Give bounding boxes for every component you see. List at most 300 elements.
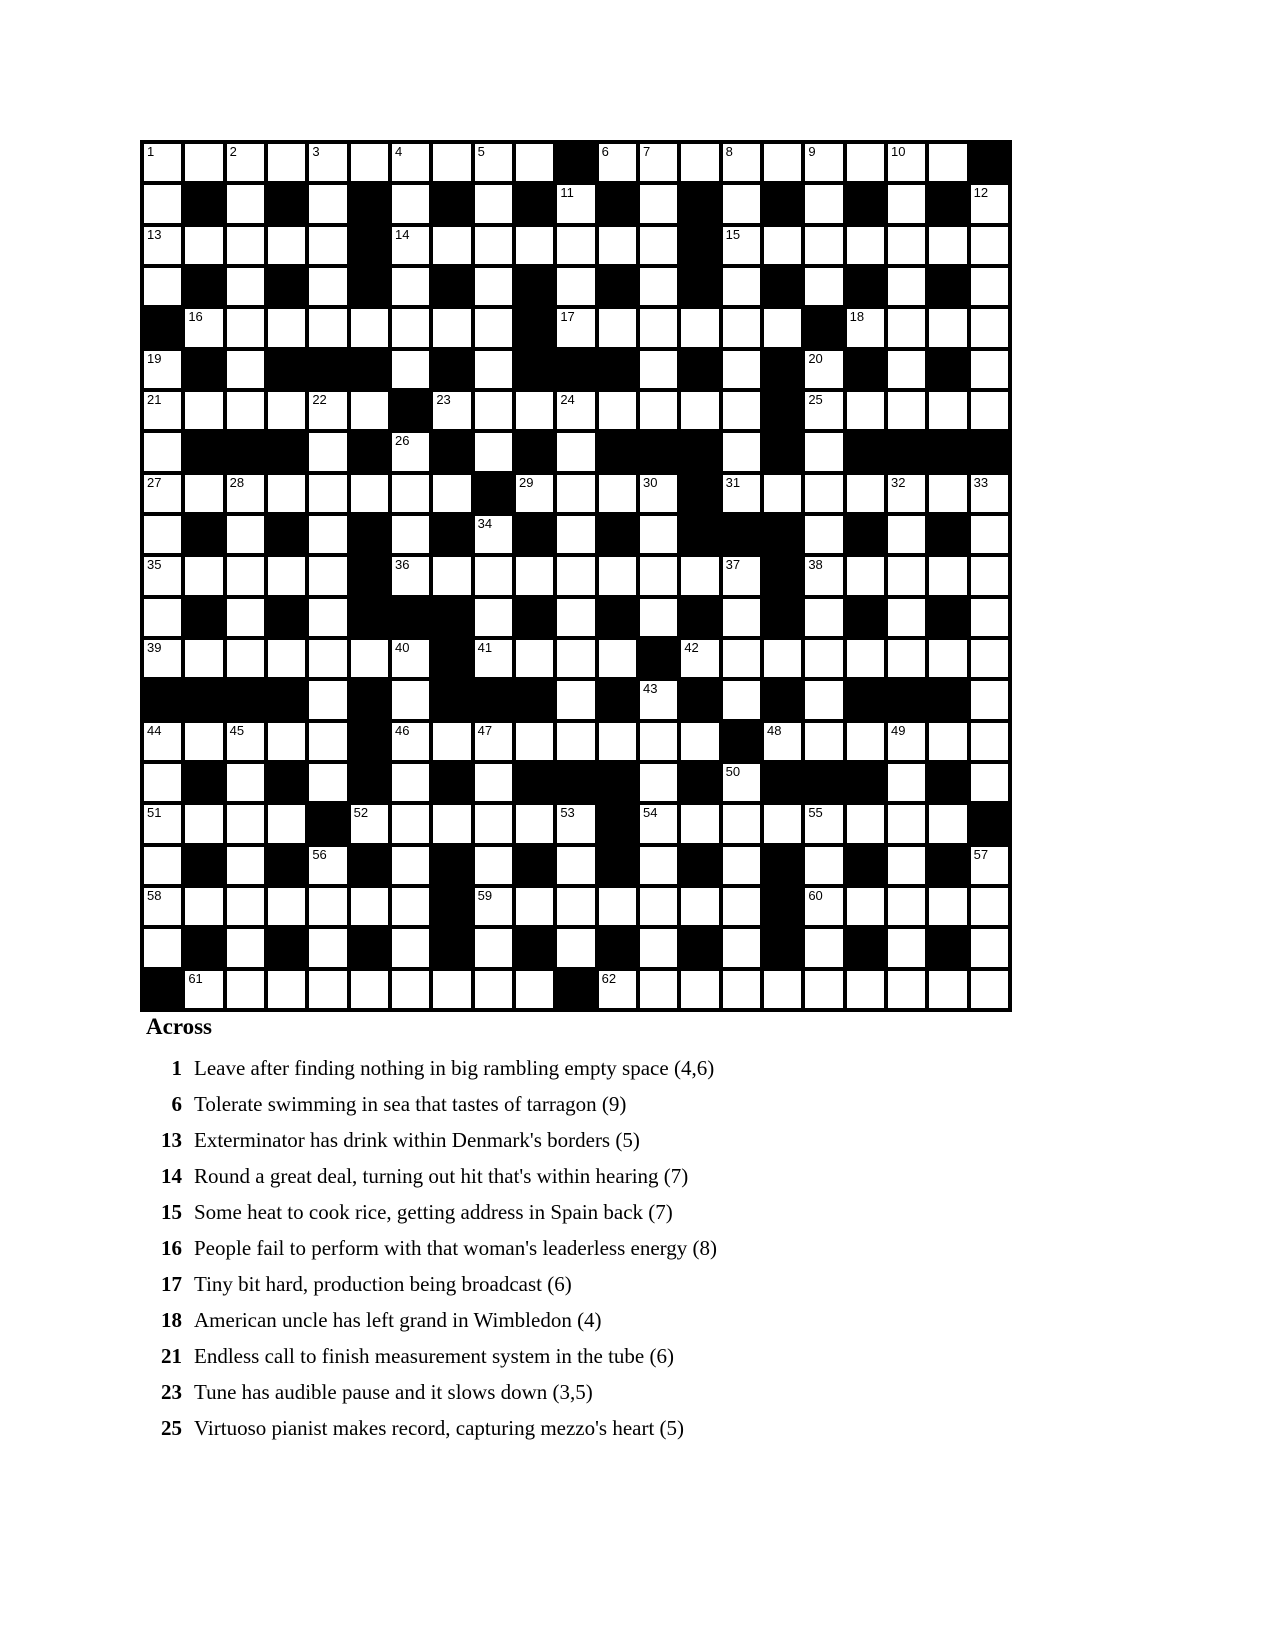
grid-cell[interactable] <box>516 888 553 925</box>
grid-cell[interactable] <box>392 475 429 512</box>
grid-cell[interactable] <box>392 640 429 677</box>
grid-cell[interactable] <box>475 764 512 801</box>
grid-cell[interactable] <box>144 227 181 264</box>
grid-cell[interactable] <box>847 227 884 264</box>
grid-cell[interactable] <box>475 971 512 1008</box>
grid-cell[interactable] <box>516 392 553 429</box>
grid-cell[interactable] <box>805 929 842 966</box>
grid-cell[interactable] <box>392 723 429 760</box>
grid-cell[interactable] <box>640 557 677 594</box>
grid-cell[interactable] <box>557 723 594 760</box>
grid-cell[interactable] <box>557 516 594 553</box>
grid-cell[interactable] <box>475 268 512 305</box>
grid-cell[interactable] <box>268 805 305 842</box>
grid-cell[interactable] <box>971 392 1008 429</box>
grid-cell[interactable] <box>929 227 966 264</box>
grid-cell[interactable] <box>557 475 594 512</box>
grid-cell[interactable] <box>971 309 1008 346</box>
grid-cell[interactable] <box>681 557 718 594</box>
grid-cell[interactable] <box>144 144 181 181</box>
grid-cell[interactable] <box>227 557 264 594</box>
grid-cell[interactable] <box>971 599 1008 636</box>
grid-cell[interactable] <box>268 144 305 181</box>
grid-cell[interactable] <box>475 557 512 594</box>
grid-cell[interactable] <box>681 640 718 677</box>
grid-cell[interactable] <box>640 847 677 884</box>
grid-cell[interactable] <box>185 392 222 429</box>
grid-cell[interactable] <box>557 268 594 305</box>
grid-cell[interactable] <box>144 764 181 801</box>
grid-cell[interactable] <box>888 764 925 801</box>
grid-cell[interactable] <box>557 227 594 264</box>
grid-cell[interactable] <box>929 309 966 346</box>
grid-cell[interactable] <box>309 392 346 429</box>
grid-cell[interactable] <box>805 268 842 305</box>
grid-cell[interactable] <box>805 475 842 512</box>
grid-cell[interactable] <box>557 392 594 429</box>
grid-cell[interactable] <box>185 723 222 760</box>
grid-cell[interactable] <box>557 640 594 677</box>
grid-cell[interactable] <box>351 144 388 181</box>
grid-cell[interactable] <box>144 723 181 760</box>
grid-cell[interactable] <box>309 557 346 594</box>
grid-cell[interactable] <box>309 433 346 470</box>
grid-cell[interactable] <box>144 599 181 636</box>
grid-cell[interactable] <box>681 392 718 429</box>
grid-cell[interactable] <box>433 557 470 594</box>
grid-cell[interactable] <box>309 971 346 1008</box>
grid-cell[interactable] <box>144 805 181 842</box>
grid-cell[interactable] <box>805 557 842 594</box>
grid-cell[interactable] <box>557 433 594 470</box>
grid-cell[interactable] <box>516 144 553 181</box>
grid-cell[interactable] <box>681 144 718 181</box>
grid-cell[interactable] <box>185 475 222 512</box>
grid-cell[interactable] <box>764 227 801 264</box>
grid-cell[interactable] <box>723 640 760 677</box>
grid-cell[interactable] <box>268 640 305 677</box>
grid-cell[interactable] <box>681 888 718 925</box>
grid-cell[interactable] <box>392 971 429 1008</box>
grid-cell[interactable] <box>516 640 553 677</box>
grid-cell[interactable] <box>309 144 346 181</box>
grid-cell[interactable] <box>227 847 264 884</box>
grid-cell[interactable] <box>971 888 1008 925</box>
grid-cell[interactable] <box>929 971 966 1008</box>
grid-cell[interactable] <box>847 557 884 594</box>
grid-cell[interactable] <box>723 392 760 429</box>
grid-cell[interactable] <box>888 144 925 181</box>
grid-cell[interactable] <box>599 723 636 760</box>
grid-cell[interactable] <box>723 847 760 884</box>
grid-cell[interactable] <box>185 309 222 346</box>
grid-cell[interactable] <box>268 971 305 1008</box>
grid-cell[interactable] <box>723 681 760 718</box>
grid-cell[interactable] <box>764 309 801 346</box>
grid-cell[interactable] <box>805 433 842 470</box>
grid-cell[interactable] <box>640 227 677 264</box>
grid-cell[interactable] <box>681 309 718 346</box>
grid-cell[interactable] <box>805 144 842 181</box>
grid-cell[interactable] <box>764 805 801 842</box>
grid-cell[interactable] <box>723 144 760 181</box>
grid-cell[interactable] <box>971 475 1008 512</box>
grid-cell[interactable] <box>516 557 553 594</box>
grid-cell[interactable] <box>309 516 346 553</box>
grid-cell[interactable] <box>144 475 181 512</box>
grid-cell[interactable] <box>681 723 718 760</box>
grid-cell[interactable] <box>888 516 925 553</box>
grid-cell[interactable] <box>929 144 966 181</box>
grid-cell[interactable] <box>888 475 925 512</box>
grid-cell[interactable] <box>392 805 429 842</box>
grid-cell[interactable] <box>309 268 346 305</box>
grid-cell[interactable] <box>557 847 594 884</box>
grid-cell[interactable] <box>309 888 346 925</box>
grid-cell[interactable] <box>144 392 181 429</box>
grid-cell[interactable] <box>392 144 429 181</box>
grid-cell[interactable] <box>144 847 181 884</box>
grid-cell[interactable] <box>971 723 1008 760</box>
grid-cell[interactable] <box>433 144 470 181</box>
grid-cell[interactable] <box>557 309 594 346</box>
grid-cell[interactable] <box>929 723 966 760</box>
grid-cell[interactable] <box>144 185 181 222</box>
grid-cell[interactable] <box>185 971 222 1008</box>
grid-cell[interactable] <box>723 888 760 925</box>
grid-cell[interactable] <box>557 557 594 594</box>
grid-cell[interactable] <box>723 805 760 842</box>
grid-cell[interactable] <box>764 640 801 677</box>
grid-cell[interactable] <box>557 805 594 842</box>
grid-cell[interactable] <box>805 847 842 884</box>
grid-cell[interactable] <box>268 557 305 594</box>
grid-cell[interactable] <box>805 185 842 222</box>
grid-cell[interactable] <box>185 640 222 677</box>
grid-cell[interactable] <box>433 971 470 1008</box>
grid-cell[interactable] <box>144 640 181 677</box>
grid-cell[interactable] <box>971 185 1008 222</box>
grid-cell[interactable] <box>351 805 388 842</box>
grid-cell[interactable] <box>971 516 1008 553</box>
grid-cell[interactable] <box>351 640 388 677</box>
grid-cell[interactable] <box>475 144 512 181</box>
grid-cell[interactable] <box>227 764 264 801</box>
grid-cell[interactable] <box>309 847 346 884</box>
grid-cell[interactable] <box>516 805 553 842</box>
grid-cell[interactable] <box>144 888 181 925</box>
grid-cell[interactable] <box>144 516 181 553</box>
grid-cell[interactable] <box>640 185 677 222</box>
grid-cell[interactable] <box>351 475 388 512</box>
grid-cell[interactable] <box>475 392 512 429</box>
grid-cell[interactable] <box>764 475 801 512</box>
grid-cell[interactable] <box>392 351 429 388</box>
grid-cell[interactable] <box>971 351 1008 388</box>
grid-cell[interactable] <box>640 351 677 388</box>
grid-cell[interactable] <box>557 185 594 222</box>
grid-cell[interactable] <box>475 723 512 760</box>
grid-cell[interactable] <box>929 475 966 512</box>
grid-cell[interactable] <box>309 640 346 677</box>
grid-cell[interactable] <box>309 929 346 966</box>
grid-cell[interactable] <box>268 392 305 429</box>
grid-cell[interactable] <box>805 599 842 636</box>
grid-cell[interactable] <box>971 227 1008 264</box>
grid-cell[interactable] <box>144 268 181 305</box>
grid-cell[interactable] <box>144 433 181 470</box>
grid-cell[interactable] <box>847 392 884 429</box>
grid-cell[interactable] <box>309 599 346 636</box>
grid-cell[interactable] <box>929 557 966 594</box>
grid-cell[interactable] <box>516 723 553 760</box>
grid-cell[interactable] <box>805 351 842 388</box>
grid-cell[interactable] <box>888 888 925 925</box>
grid-cell[interactable] <box>392 185 429 222</box>
grid-cell[interactable] <box>599 475 636 512</box>
grid-cell[interactable] <box>764 971 801 1008</box>
grid-cell[interactable] <box>847 971 884 1008</box>
grid-cell[interactable] <box>185 557 222 594</box>
grid-cell[interactable] <box>185 144 222 181</box>
grid-cell[interactable] <box>847 309 884 346</box>
grid-cell[interactable] <box>971 681 1008 718</box>
grid-cell[interactable] <box>640 805 677 842</box>
grid-cell[interactable] <box>971 557 1008 594</box>
grid-cell[interactable] <box>723 185 760 222</box>
grid-cell[interactable] <box>599 227 636 264</box>
grid-cell[interactable] <box>640 475 677 512</box>
grid-cell[interactable] <box>227 268 264 305</box>
grid-cell[interactable] <box>640 723 677 760</box>
grid-cell[interactable] <box>640 144 677 181</box>
grid-cell[interactable] <box>475 888 512 925</box>
grid-cell[interactable] <box>805 227 842 264</box>
grid-cell[interactable] <box>475 516 512 553</box>
grid-cell[interactable] <box>227 351 264 388</box>
grid-cell[interactable] <box>805 640 842 677</box>
grid-cell[interactable] <box>557 599 594 636</box>
grid-cell[interactable] <box>599 640 636 677</box>
grid-cell[interactable] <box>227 392 264 429</box>
grid-cell[interactable] <box>640 971 677 1008</box>
grid-cell[interactable] <box>268 309 305 346</box>
grid-cell[interactable] <box>227 144 264 181</box>
grid-cell[interactable] <box>351 971 388 1008</box>
grid-cell[interactable] <box>971 640 1008 677</box>
grid-cell[interactable] <box>888 847 925 884</box>
grid-cell[interactable] <box>185 888 222 925</box>
grid-cell[interactable] <box>227 309 264 346</box>
grid-cell[interactable] <box>599 888 636 925</box>
grid-cell[interactable] <box>557 929 594 966</box>
grid-cell[interactable] <box>475 227 512 264</box>
grid-cell[interactable] <box>764 144 801 181</box>
grid-cell[interactable] <box>392 557 429 594</box>
grid-cell[interactable] <box>227 888 264 925</box>
grid-cell[interactable] <box>475 847 512 884</box>
grid-cell[interactable] <box>557 681 594 718</box>
grid-cell[interactable] <box>847 640 884 677</box>
grid-cell[interactable] <box>723 309 760 346</box>
grid-cell[interactable] <box>227 599 264 636</box>
grid-cell[interactable] <box>475 640 512 677</box>
grid-cell[interactable] <box>888 309 925 346</box>
grid-cell[interactable] <box>640 268 677 305</box>
grid-cell[interactable] <box>392 516 429 553</box>
grid-cell[interactable] <box>392 681 429 718</box>
grid-cell[interactable] <box>929 888 966 925</box>
grid-cell[interactable] <box>392 268 429 305</box>
grid-cell[interactable] <box>433 392 470 429</box>
grid-cell[interactable] <box>971 847 1008 884</box>
grid-cell[interactable] <box>640 309 677 346</box>
grid-cell[interactable] <box>227 185 264 222</box>
grid-cell[interactable] <box>309 764 346 801</box>
grid-cell[interactable] <box>309 185 346 222</box>
grid-cell[interactable] <box>351 888 388 925</box>
grid-cell[interactable] <box>640 929 677 966</box>
grid-cell[interactable] <box>599 309 636 346</box>
grid-cell[interactable] <box>309 475 346 512</box>
grid-cell[interactable] <box>888 805 925 842</box>
grid-cell[interactable] <box>557 888 594 925</box>
grid-cell[interactable] <box>475 309 512 346</box>
grid-cell[interactable] <box>723 433 760 470</box>
grid-cell[interactable] <box>392 888 429 925</box>
grid-cell[interactable] <box>723 227 760 264</box>
grid-cell[interactable] <box>971 764 1008 801</box>
grid-cell[interactable] <box>640 681 677 718</box>
grid-cell[interactable] <box>309 681 346 718</box>
grid-cell[interactable] <box>392 764 429 801</box>
grid-cell[interactable] <box>723 764 760 801</box>
grid-cell[interactable] <box>309 309 346 346</box>
grid-cell[interactable] <box>929 805 966 842</box>
grid-cell[interactable] <box>144 929 181 966</box>
grid-cell[interactable] <box>475 185 512 222</box>
grid-cell[interactable] <box>599 557 636 594</box>
grid-cell[interactable] <box>640 599 677 636</box>
grid-cell[interactable] <box>929 392 966 429</box>
grid-cell[interactable] <box>599 971 636 1008</box>
grid-cell[interactable] <box>433 475 470 512</box>
grid-cell[interactable] <box>392 929 429 966</box>
grid-cell[interactable] <box>433 723 470 760</box>
grid-cell[interactable] <box>805 805 842 842</box>
grid-cell[interactable] <box>640 516 677 553</box>
grid-cell[interactable] <box>227 227 264 264</box>
grid-cell[interactable] <box>433 805 470 842</box>
grid-cell[interactable] <box>599 392 636 429</box>
grid-cell[interactable] <box>227 640 264 677</box>
grid-cell[interactable] <box>681 971 718 1008</box>
grid-cell[interactable] <box>723 599 760 636</box>
grid-cell[interactable] <box>351 392 388 429</box>
grid-cell[interactable] <box>227 475 264 512</box>
grid-cell[interactable] <box>805 392 842 429</box>
grid-cell[interactable] <box>847 805 884 842</box>
grid-cell[interactable] <box>888 971 925 1008</box>
grid-cell[interactable] <box>392 227 429 264</box>
grid-cell[interactable] <box>888 268 925 305</box>
grid-cell[interactable] <box>805 888 842 925</box>
grid-cell[interactable] <box>309 723 346 760</box>
grid-cell[interactable] <box>888 640 925 677</box>
grid-cell[interactable] <box>475 599 512 636</box>
grid-cell[interactable] <box>268 888 305 925</box>
grid-cell[interactable] <box>723 268 760 305</box>
grid-cell[interactable] <box>888 557 925 594</box>
grid-cell[interactable] <box>185 805 222 842</box>
grid-cell[interactable] <box>847 888 884 925</box>
grid-cell[interactable] <box>805 971 842 1008</box>
grid-cell[interactable] <box>475 929 512 966</box>
grid-cell[interactable] <box>392 847 429 884</box>
grid-cell[interactable] <box>475 805 512 842</box>
grid-cell[interactable] <box>268 475 305 512</box>
grid-cell[interactable] <box>640 888 677 925</box>
grid-cell[interactable] <box>723 971 760 1008</box>
grid-cell[interactable] <box>681 805 718 842</box>
grid-cell[interactable] <box>268 723 305 760</box>
grid-cell[interactable] <box>723 475 760 512</box>
grid-cell[interactable] <box>888 929 925 966</box>
grid-cell[interactable] <box>227 516 264 553</box>
grid-cell[interactable] <box>929 640 966 677</box>
grid-cell[interactable] <box>433 227 470 264</box>
grid-cell[interactable] <box>599 144 636 181</box>
grid-cell[interactable] <box>392 309 429 346</box>
grid-cell[interactable] <box>888 351 925 388</box>
grid-cell[interactable] <box>268 227 305 264</box>
grid-cell[interactable] <box>227 723 264 760</box>
grid-cell[interactable] <box>351 309 388 346</box>
grid-cell[interactable] <box>144 557 181 594</box>
grid-cell[interactable] <box>392 433 429 470</box>
grid-cell[interactable] <box>433 309 470 346</box>
grid-cell[interactable] <box>805 681 842 718</box>
grid-cell[interactable] <box>516 475 553 512</box>
grid-cell[interactable] <box>227 805 264 842</box>
grid-cell[interactable] <box>144 351 181 388</box>
grid-cell[interactable] <box>640 764 677 801</box>
grid-cell[interactable] <box>888 723 925 760</box>
grid-cell[interactable] <box>516 971 553 1008</box>
grid-cell[interactable] <box>888 227 925 264</box>
grid-cell[interactable] <box>971 268 1008 305</box>
grid-cell[interactable] <box>723 351 760 388</box>
grid-cell[interactable] <box>723 557 760 594</box>
grid-cell[interactable] <box>847 475 884 512</box>
grid-cell[interactable] <box>888 185 925 222</box>
grid-cell[interactable] <box>475 433 512 470</box>
grid-cell[interactable] <box>888 392 925 429</box>
grid-cell[interactable] <box>805 516 842 553</box>
grid-cell[interactable] <box>185 227 222 264</box>
grid-cell[interactable] <box>888 599 925 636</box>
grid-cell[interactable] <box>764 723 801 760</box>
grid-cell[interactable] <box>723 929 760 966</box>
grid-cell[interactable] <box>227 929 264 966</box>
grid-cell[interactable] <box>227 971 264 1008</box>
grid-cell[interactable] <box>640 392 677 429</box>
grid-cell[interactable] <box>475 351 512 388</box>
grid-cell[interactable] <box>516 227 553 264</box>
grid-cell[interactable] <box>847 144 884 181</box>
grid-cell[interactable] <box>971 929 1008 966</box>
grid-cell[interactable] <box>805 723 842 760</box>
